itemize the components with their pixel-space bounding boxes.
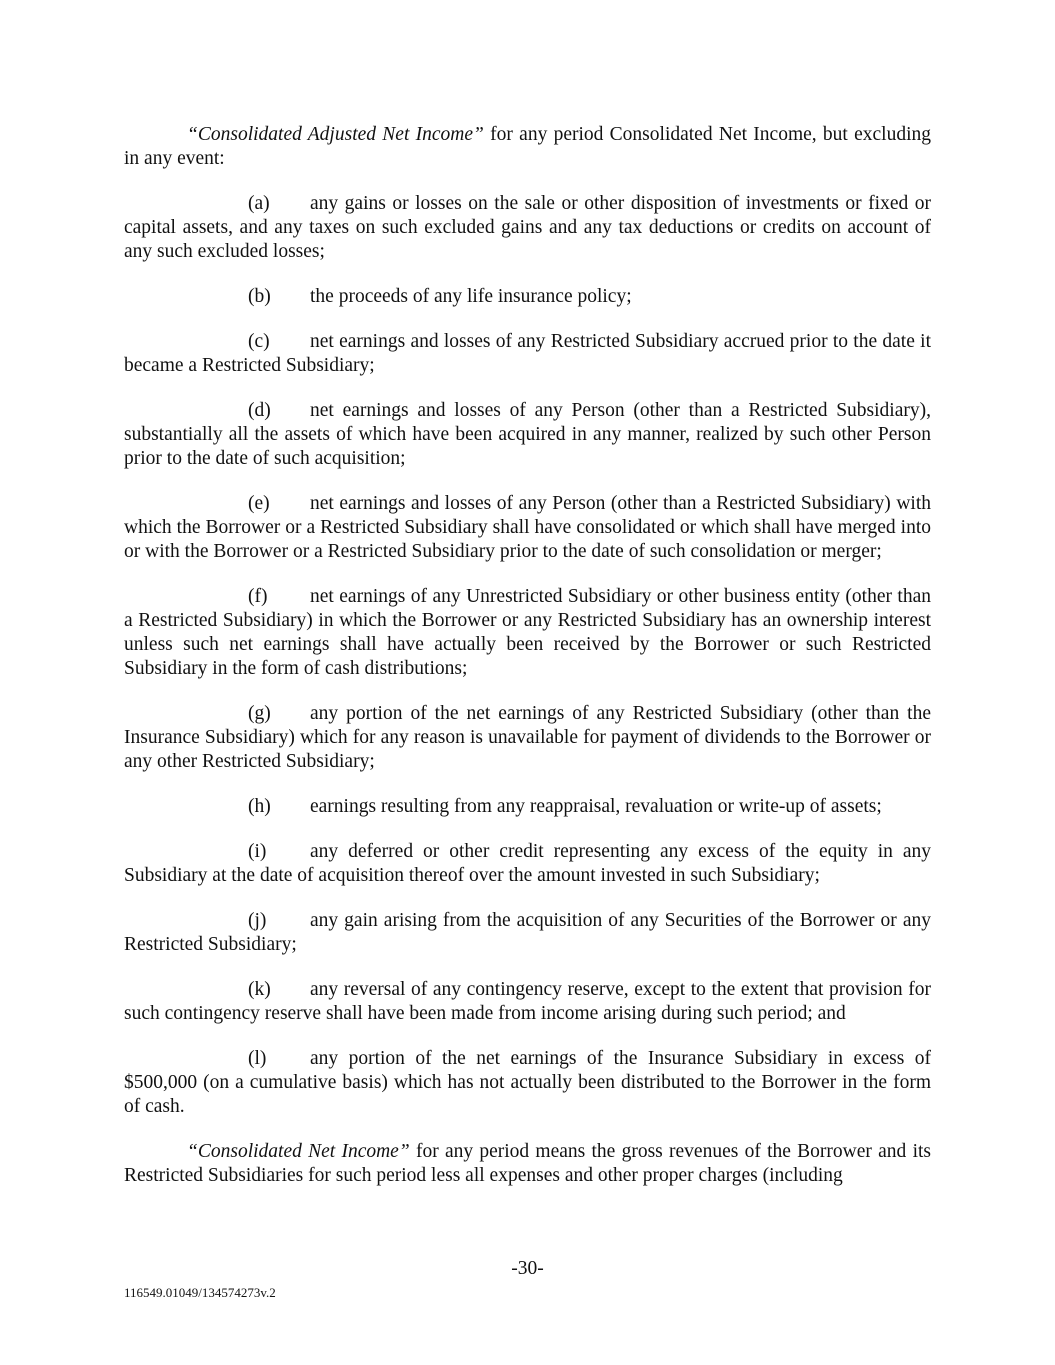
item-text: any deferred or other credit representing any excess of the equity in any Subsidiary at the date of acquisition thereof over the amount invested in such Subsidiary; [124, 841, 931, 886]
item-text: net earnings and losses of any Person (other than a Restricted Subsidiary), substantially all the assets of which have been acquired in any manner, realized by such other Person prior to the date of such acquisition; [124, 400, 931, 469]
item-label: (k) [248, 979, 271, 1000]
definition-text: for any period means the gross revenues of the Borrower and its Restricted Subsidiaries for such period less all expenses and other proper charges (including [124, 1141, 931, 1186]
definition-text: for any period Consolidated Net Income, but excluding in any event: [124, 124, 931, 169]
exclusion-item [124, 399, 931, 471]
exclusion-item [124, 1047, 931, 1119]
exclusion-item [124, 978, 931, 1026]
item-label: (d) [248, 400, 271, 421]
item-text: earnings resulting from any reappraisal, revaluation or write-up of assets; [310, 796, 882, 817]
item-text: the proceeds of any life insurance policy; [310, 286, 632, 307]
item-text: net earnings and losses of any Restricted Subsidiary accrued prior to the date it became a Restricted Subsidiary; [124, 331, 931, 376]
exclusion-item [124, 840, 931, 888]
exclusion-item [124, 492, 931, 564]
item-label: (i) [248, 841, 267, 862]
exclusion-item [124, 330, 931, 378]
exclusion-item [124, 795, 931, 819]
item-label: (j) [248, 910, 267, 931]
item-label: (c) [248, 331, 270, 352]
item-label: (a) [248, 193, 270, 214]
exclusion-item [124, 285, 931, 309]
definition-consolidated-adjusted-net-income [124, 123, 931, 171]
item-text: net earnings of any Unrestricted Subsidiary or other business entity (other than a Restricted Subsidiary) in which the Borrower or any Restricted Subsidiary has an ownership interest unless such net earnings shall have actually been received by the Borrower or such Restricted Subsidiary in the form of cash distributions; [124, 586, 931, 679]
item-text: net earnings and losses of any Person (other than a Restricted Subsidiary) with which the Borrower or a Restricted Subsidiary shall have consolidated or which shall have merged into or with the Borrower or a Restricted Subsidiary prior to the date of such consolidation or merger; [124, 493, 931, 562]
document-body [124, 123, 931, 1209]
item-label: (h) [248, 796, 271, 817]
defined-term: “Consolidated Net Income” [187, 1141, 410, 1162]
item-label: (b) [248, 286, 271, 307]
item-label: (e) [248, 493, 270, 514]
document-id: 116549.01049/134574273v.2 [124, 1285, 276, 1300]
item-label: (g) [248, 703, 271, 724]
item-text: any portion of the net earnings of any Restricted Subsidiary (other than the Insurance Subsidiary) which for any reason is unavailable for payment of dividends to the Borrower or any other Restricted Subsidiary; [124, 703, 931, 772]
item-label: (l) [248, 1048, 267, 1069]
definition-consolidated-net-income [124, 1140, 931, 1188]
exclusion-item [124, 909, 931, 957]
item-text: any reversal of any contingency reserve, except to the extent that provision for such contingency reserve shall have been made from income arising during such period; and [124, 979, 931, 1024]
exclusion-item [124, 702, 931, 774]
item-text: any gains or losses on the sale or other disposition of investments or fixed or capital assets, and any taxes on such excluded gains and any tax deductions or credits on account of any such excluded losses; [124, 193, 931, 262]
exclusion-item [124, 192, 931, 264]
item-label: (f) [248, 586, 268, 607]
page-number: -30- [511, 1258, 544, 1279]
defined-term: “Consolidated Adjusted Net Income” [187, 124, 484, 145]
item-text: any gain arising from the acquisition of any Securities of the Borrower or any Restricted Subsidiary; [124, 910, 931, 955]
exclusion-item [124, 585, 931, 681]
item-text: any portion of the net earnings of the Insurance Subsidiary in excess of $500,000 (on a cumulative basis) which has not actually been distributed to the Borrower in the form of cash. [124, 1048, 931, 1117]
